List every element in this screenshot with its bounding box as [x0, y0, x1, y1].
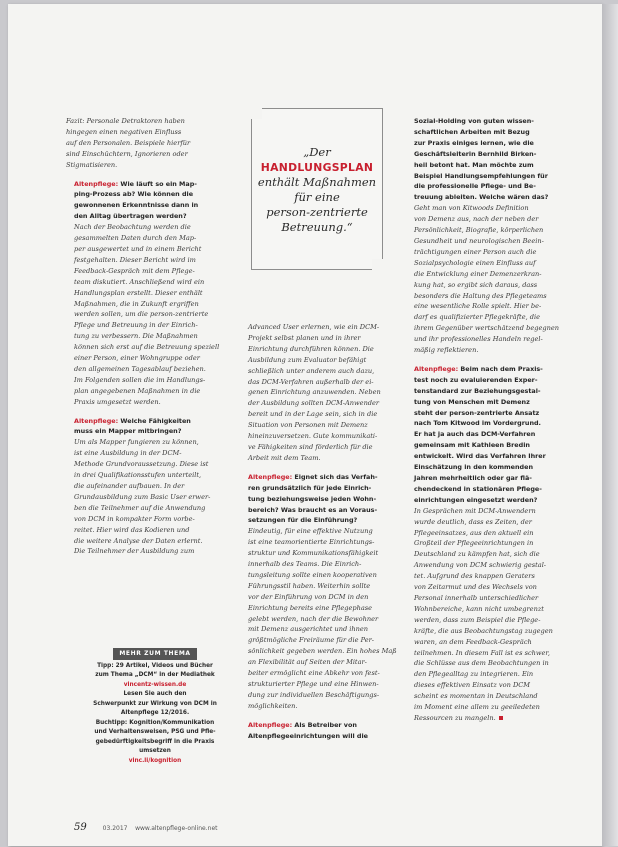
text-line: Wie läuft so ein Map- [120, 179, 197, 188]
text-line: schaftlichen Arbeiten mit Bezug [414, 127, 530, 136]
text-line: ve Fähigkeiten sind förderlich für die [248, 442, 373, 451]
text-line: Beim nach dem Praxis- [460, 364, 543, 373]
text-line: Beispiel Handlungsempfehlungen für [414, 171, 548, 180]
text-line: Pflege und Betreuung in der Einrich- [74, 321, 198, 330]
text-line: Maßnahmen, die in Zukunft ergriffen [74, 299, 199, 308]
text-line: treuung ableiten. Welche wären das? [414, 193, 549, 202]
text-line: Einrichtung durchführen können. Die [248, 344, 374, 353]
text-line: größtmögliche Freiräume für die Per- [248, 636, 374, 645]
pull-quote [251, 108, 383, 270]
quote-highlight: HANDLUNGSPLAN [260, 161, 374, 174]
text-line: die professionelle Pflege- und Be- [414, 182, 536, 191]
text-line: scheint es momentan in Deutschland [414, 692, 538, 701]
text-line: das DCM-Verfahren außerhalb der ei- [248, 377, 374, 386]
text-line: tung beziehungsweise jeden Wohn- [248, 494, 377, 503]
text-line: Anwendung von DCM schwierig gestal- [414, 561, 547, 570]
footer-url[interactable]: www.altenpflege-online.net [135, 825, 218, 832]
text-line: dieses effektiven Einsatz von DCM [414, 681, 531, 690]
quote-line: Betreuung.“ [281, 220, 353, 234]
text-line: werden sollen, um die person-zentrierte [74, 310, 209, 319]
column-2 [248, 322, 408, 742]
text-line: Altenpflegeeinrichtungen will die [248, 731, 369, 740]
mediathek-link[interactable]: vincentz-wissen.de [123, 681, 187, 688]
question-label: Altenpflege: [74, 416, 119, 425]
text-line: Fazit: Personale Detraktoren haben [66, 117, 185, 125]
text-line: der Ausbildung sollten DCM-Anwender [248, 399, 380, 408]
text-line: genen Einrichtung anzuwenden. Neben [248, 388, 381, 397]
text-line: den Alltag übertragen werden? [74, 212, 187, 221]
text-line: waren, an dem Feedback-Gespräch [414, 637, 532, 646]
text-line: innerhalb des Teams. Die Einrich- [248, 560, 362, 569]
text-line: per ausgewertet und in einem Bericht [74, 244, 202, 253]
text-line: bereich? Was braucht es an Voraus- [248, 505, 378, 514]
text-line: Personal innerhalb unterschiedlicher [414, 593, 539, 602]
text-line: möglichkeiten. [248, 701, 298, 710]
text-line: gewonnenen Erkenntnisse dann in [74, 201, 199, 210]
text-line: mäßig reflektieren. [414, 346, 479, 355]
text-line: Gesundheit und neurologischen Beein- [414, 236, 544, 245]
text-line: gemeinsam mit Kathleen Bredin [414, 441, 530, 450]
info-line: zum Thema „DCM“ in der Mediathek [95, 672, 215, 678]
info-line: und Verhaltensweisen, PSG und Pfle- [94, 729, 216, 735]
text-line: muss ein Mapper mitbringen? [74, 427, 182, 436]
text-line: Um als Mapper fungieren zu können, [74, 438, 199, 447]
text-line: sind Einschüchtern, Ignorieren oder [66, 149, 188, 158]
text-line: besonders die Haltung des Pflegeteams [414, 291, 547, 300]
info-line: Buchtipp: Kognition/Kommunikation [95, 719, 215, 726]
answer-4 [414, 203, 574, 356]
text-line: Handlungsplan erstellt. Dieser enthält [74, 288, 203, 297]
text-line: ist eine teamorientierte Einrichtungs- [248, 538, 375, 547]
text-line: darf es qualifizierter Pflegekräfte, die [414, 313, 541, 322]
text-line: von Demenz aus, nach der neben der [414, 215, 539, 224]
info-line: Tipp: 29 Artikel, Videos und Bücher [97, 662, 213, 669]
text-line: strukturierter Pflege und eine Hinwen- [248, 680, 379, 688]
text-line: ren grundsätzlich für jede Einrich- [248, 483, 372, 492]
text-line: Ausbildung zum Evaluator befähigt [248, 355, 367, 364]
text-line: tung von Menschen mit Demenz [414, 397, 530, 406]
answer-5 [414, 506, 574, 724]
text-line: Welche Fähigkeiten [120, 416, 191, 425]
info-box [74, 648, 236, 766]
intro-paragraph [66, 116, 234, 171]
text-line: Eindeutig, für eine effektive Nutzung [248, 527, 373, 536]
column-3 [414, 116, 574, 724]
text-line: Geht man von Kitwoods Definition [414, 204, 529, 213]
text-line: Ressourcen zu mangeln. [414, 713, 496, 722]
text-line: hineinzuversetzen. Gute kommunikati- [248, 432, 378, 441]
text-line: Er hat ja auch das DCM-Verfahren [414, 430, 536, 439]
column-1 [66, 116, 234, 557]
text-line: Methode Grundvoraussetzung. Diese ist [74, 460, 209, 469]
info-box-heading: MEHR ZUM THEMA [113, 648, 196, 660]
text-line: Die Teilnehmer der Ausbildung zum [74, 547, 195, 556]
text-line: Führungsstil haben. Weiterhin sollte [248, 581, 371, 590]
text-line: beiter ermöglicht eine Abkehr von fest- [248, 669, 380, 678]
text-line: den allgemeinen Tagesablauf beziehen. [74, 364, 206, 373]
text-line: team diskutiert. Anschließend wird ein [74, 277, 205, 286]
text-line: Grundausbildung zum Basic User erwer- [74, 492, 211, 501]
text-line: steht der person-zentrierte Ansatz [414, 408, 540, 417]
issue-label: 03.2017 [102, 825, 128, 832]
info-line: Lesen Sie auch den [123, 691, 187, 697]
question-3 [248, 472, 408, 527]
answer-continued [248, 322, 408, 464]
question-label: Altenpflege: [74, 179, 119, 188]
text-line: tet. Aufgrund des knappen Geraters [414, 572, 535, 581]
question-2 [74, 416, 234, 438]
text-line: kräfte, die aus Beobachtungstag zugegen [414, 626, 553, 635]
text-line: im Moment eine allem zu geeiledeten [414, 703, 540, 712]
text-line: gelebt werden, nach der die Bewohner [248, 614, 379, 623]
page-number: 59 [74, 822, 87, 833]
text-line: Jahren mehrheitlich oder gar flä- [414, 474, 532, 482]
text-line: ihrem Gegenüber wertschätzend begegnen [414, 324, 559, 333]
info-line: Altenpflege 12/2016. [120, 710, 190, 716]
answer-3 [248, 526, 408, 711]
info-line: umsetzen [139, 748, 171, 754]
quote-line: enthält Maßnahmen [257, 175, 377, 189]
text-line: die Schlüsse aus dem Beobachtungen in [414, 659, 549, 668]
text-line: können sich erst auf die Betreuung speziell [74, 343, 220, 352]
text-line: Deutschland zu kämpfen hat, sich die [414, 550, 540, 559]
text-line: Advanced User erlernen, wie ein DCM- [248, 323, 380, 331]
text-line: von DCM in kompakter Form vorbe- [74, 514, 195, 523]
text-line: die Entwicklung einer Demenzerkran- [414, 269, 542, 278]
text-line: Einschätzung in den kommenden [414, 463, 534, 472]
text-line: entwickelt. Wird das Verfahren Ihrer [414, 452, 546, 461]
text-line: teilnehmen. In diesem Fall ist es schwer, [414, 648, 550, 657]
text-line: eine wesentliche Rolle spielt. Hier be- [414, 302, 542, 311]
text-line: und ihr professionelles Handeln regel- [414, 335, 543, 344]
question-4-continued [414, 116, 574, 203]
answer-2 [74, 437, 234, 557]
page-footer [74, 822, 218, 833]
text-line: setzungen für die Einführung? [248, 516, 358, 525]
quote-line: person-zentrierte [266, 205, 368, 219]
text-line: Praxis umgesetzt werden. [74, 397, 161, 406]
text-line: Geschäftsleiterin Bernhild Birken- [414, 149, 537, 158]
text-line: Persönlichkeit, Biografie, körperlichen [414, 226, 544, 235]
text-line: hingegen einen negativen Einfluss [66, 127, 182, 136]
quote-line: „Der [303, 145, 331, 159]
text-line: reitet. Hier wird das Kodieren und [74, 525, 190, 534]
text-line: den Pflegealltag zu integrieren. Ein [414, 670, 534, 679]
pull-quote-text [256, 145, 378, 235]
text-line: kung hat, so ergibt sich daraus, dass [414, 280, 538, 289]
text-line: Arbeit mit dem Team. [248, 453, 321, 462]
question-4 [248, 720, 408, 742]
text-line: Sozial-Holding von guten wissen- [414, 117, 534, 125]
text-line: die weitere Analyse der Daten erlernt. [74, 536, 203, 545]
text-line: test noch zu evaluierenden Exper- [414, 375, 538, 384]
question-label: Altenpflege: [248, 472, 293, 481]
text-line: Großteil der Pflegeeinrichtungen in [414, 539, 534, 548]
end-mark-icon [499, 716, 503, 720]
text-line: sönlichkeit gegeben werden. Ein hohes Maß [248, 647, 397, 656]
text-line: Situation von Personen mit Demenz [248, 421, 368, 430]
text-line: trächtigungen einer Person auch die [414, 247, 537, 256]
question-5 [414, 364, 574, 506]
text-line: die aufeinander aufbauen. In der [74, 482, 185, 490]
text-line: schließlich unter anderem auch dazu, [248, 366, 375, 375]
page-edge [602, 4, 618, 846]
text-line: gesammelten Daten durch den Map- [74, 234, 197, 243]
text-line: Nach der Beobachtung werden die [74, 223, 191, 232]
text-line: tung zu verbessern. Die Maßnahmen [74, 332, 198, 341]
text-line: ping-Prozess ab? Wie können die [74, 190, 194, 199]
text-line: Einrichtung bereits eine Pflegephase [248, 603, 373, 612]
text-line: heil betont hat. Man möchte zum [414, 160, 534, 169]
text-line: werden, dass zum Beispiel die Pflege- [414, 615, 541, 624]
text-line: zur Praxis einiges lernen, wie die [414, 138, 534, 147]
text-line: In Gesprächen mit DCM-Anwendern [414, 506, 536, 515]
text-line: Pflegeeinsatzes, aus den aktuell ein [414, 528, 534, 537]
text-line: Im Folgenden sollen die im Handlungs- [74, 375, 206, 384]
text-line: plan angegebenen Maßnahmen in die [74, 386, 201, 395]
text-line: tenstandard zur Beziehungsgestal- [414, 386, 541, 395]
text-line: auf den Personalen. Beispiele hierfür [66, 138, 191, 147]
quote-line: für eine [294, 190, 340, 204]
text-line: tungsleitung sollte einen kooperativen [248, 570, 377, 579]
text-line: bereit und in der Lage sein, sich in die [248, 410, 378, 419]
text-line: vor der Einführung von DCM in den [248, 592, 369, 601]
text-line: an Flexibilität auf Seiten der Mitar- [248, 658, 367, 667]
kognition-link[interactable]: vinc.li/kognition [128, 757, 182, 764]
text-line: von Zeitarmut und des Wechsels von [414, 583, 537, 592]
text-line: chendeckend in stationären Pflege- [414, 484, 542, 493]
text-line: dung zur individuellen Beschäftigungs- [248, 690, 380, 699]
text-line: einer Person, einer Wohngruppe oder [74, 354, 200, 363]
info-line: Schwerpunkt zur Wirkung von DCM in [93, 700, 217, 707]
text-line: Stigmatisieren. [66, 160, 118, 169]
text-line: Sozialpsychologie einen Einfluss auf [414, 258, 536, 267]
text-line: einrichtungen eingesetzt werden? [414, 495, 538, 504]
text-line: Eignet sich das Verfah- [294, 472, 378, 481]
text-line: wurde deutlich, dass es Zeiten, der [414, 517, 532, 526]
text-line: festgehalten. Dieser Bericht wird im [74, 255, 196, 264]
text-line: ist eine Ausbildung in der DCM- [74, 449, 182, 458]
question-1 [74, 179, 234, 223]
text-line: Als Betreiber von [294, 720, 357, 729]
text-line: struktur und Kommunikationsfähigkeit [248, 549, 379, 558]
question-label: Altenpflege: [248, 720, 293, 729]
answer-1 [74, 222, 234, 407]
text-line: in drei Qualifikationsstufen unterteilt, [74, 471, 202, 480]
text-line: mit Demenz ausgerichtet und ihnen [248, 625, 369, 634]
text-line: Feedback-Gespräch mit dem Pflege- [74, 266, 195, 275]
text-line: Projekt selbst planen und in ihrer [248, 333, 361, 342]
text-line: nach Tom Kitwood im Vordergrund. [414, 419, 541, 428]
text-line: Wohnbereiche, kann nicht umbegrenzt [414, 604, 544, 613]
info-line: gebedürftigkeitsbegriff in die Praxis [95, 738, 215, 745]
question-label: Altenpflege: [414, 364, 459, 373]
text-line: ben die Teilnehmer auf die Anwendung [74, 503, 206, 512]
